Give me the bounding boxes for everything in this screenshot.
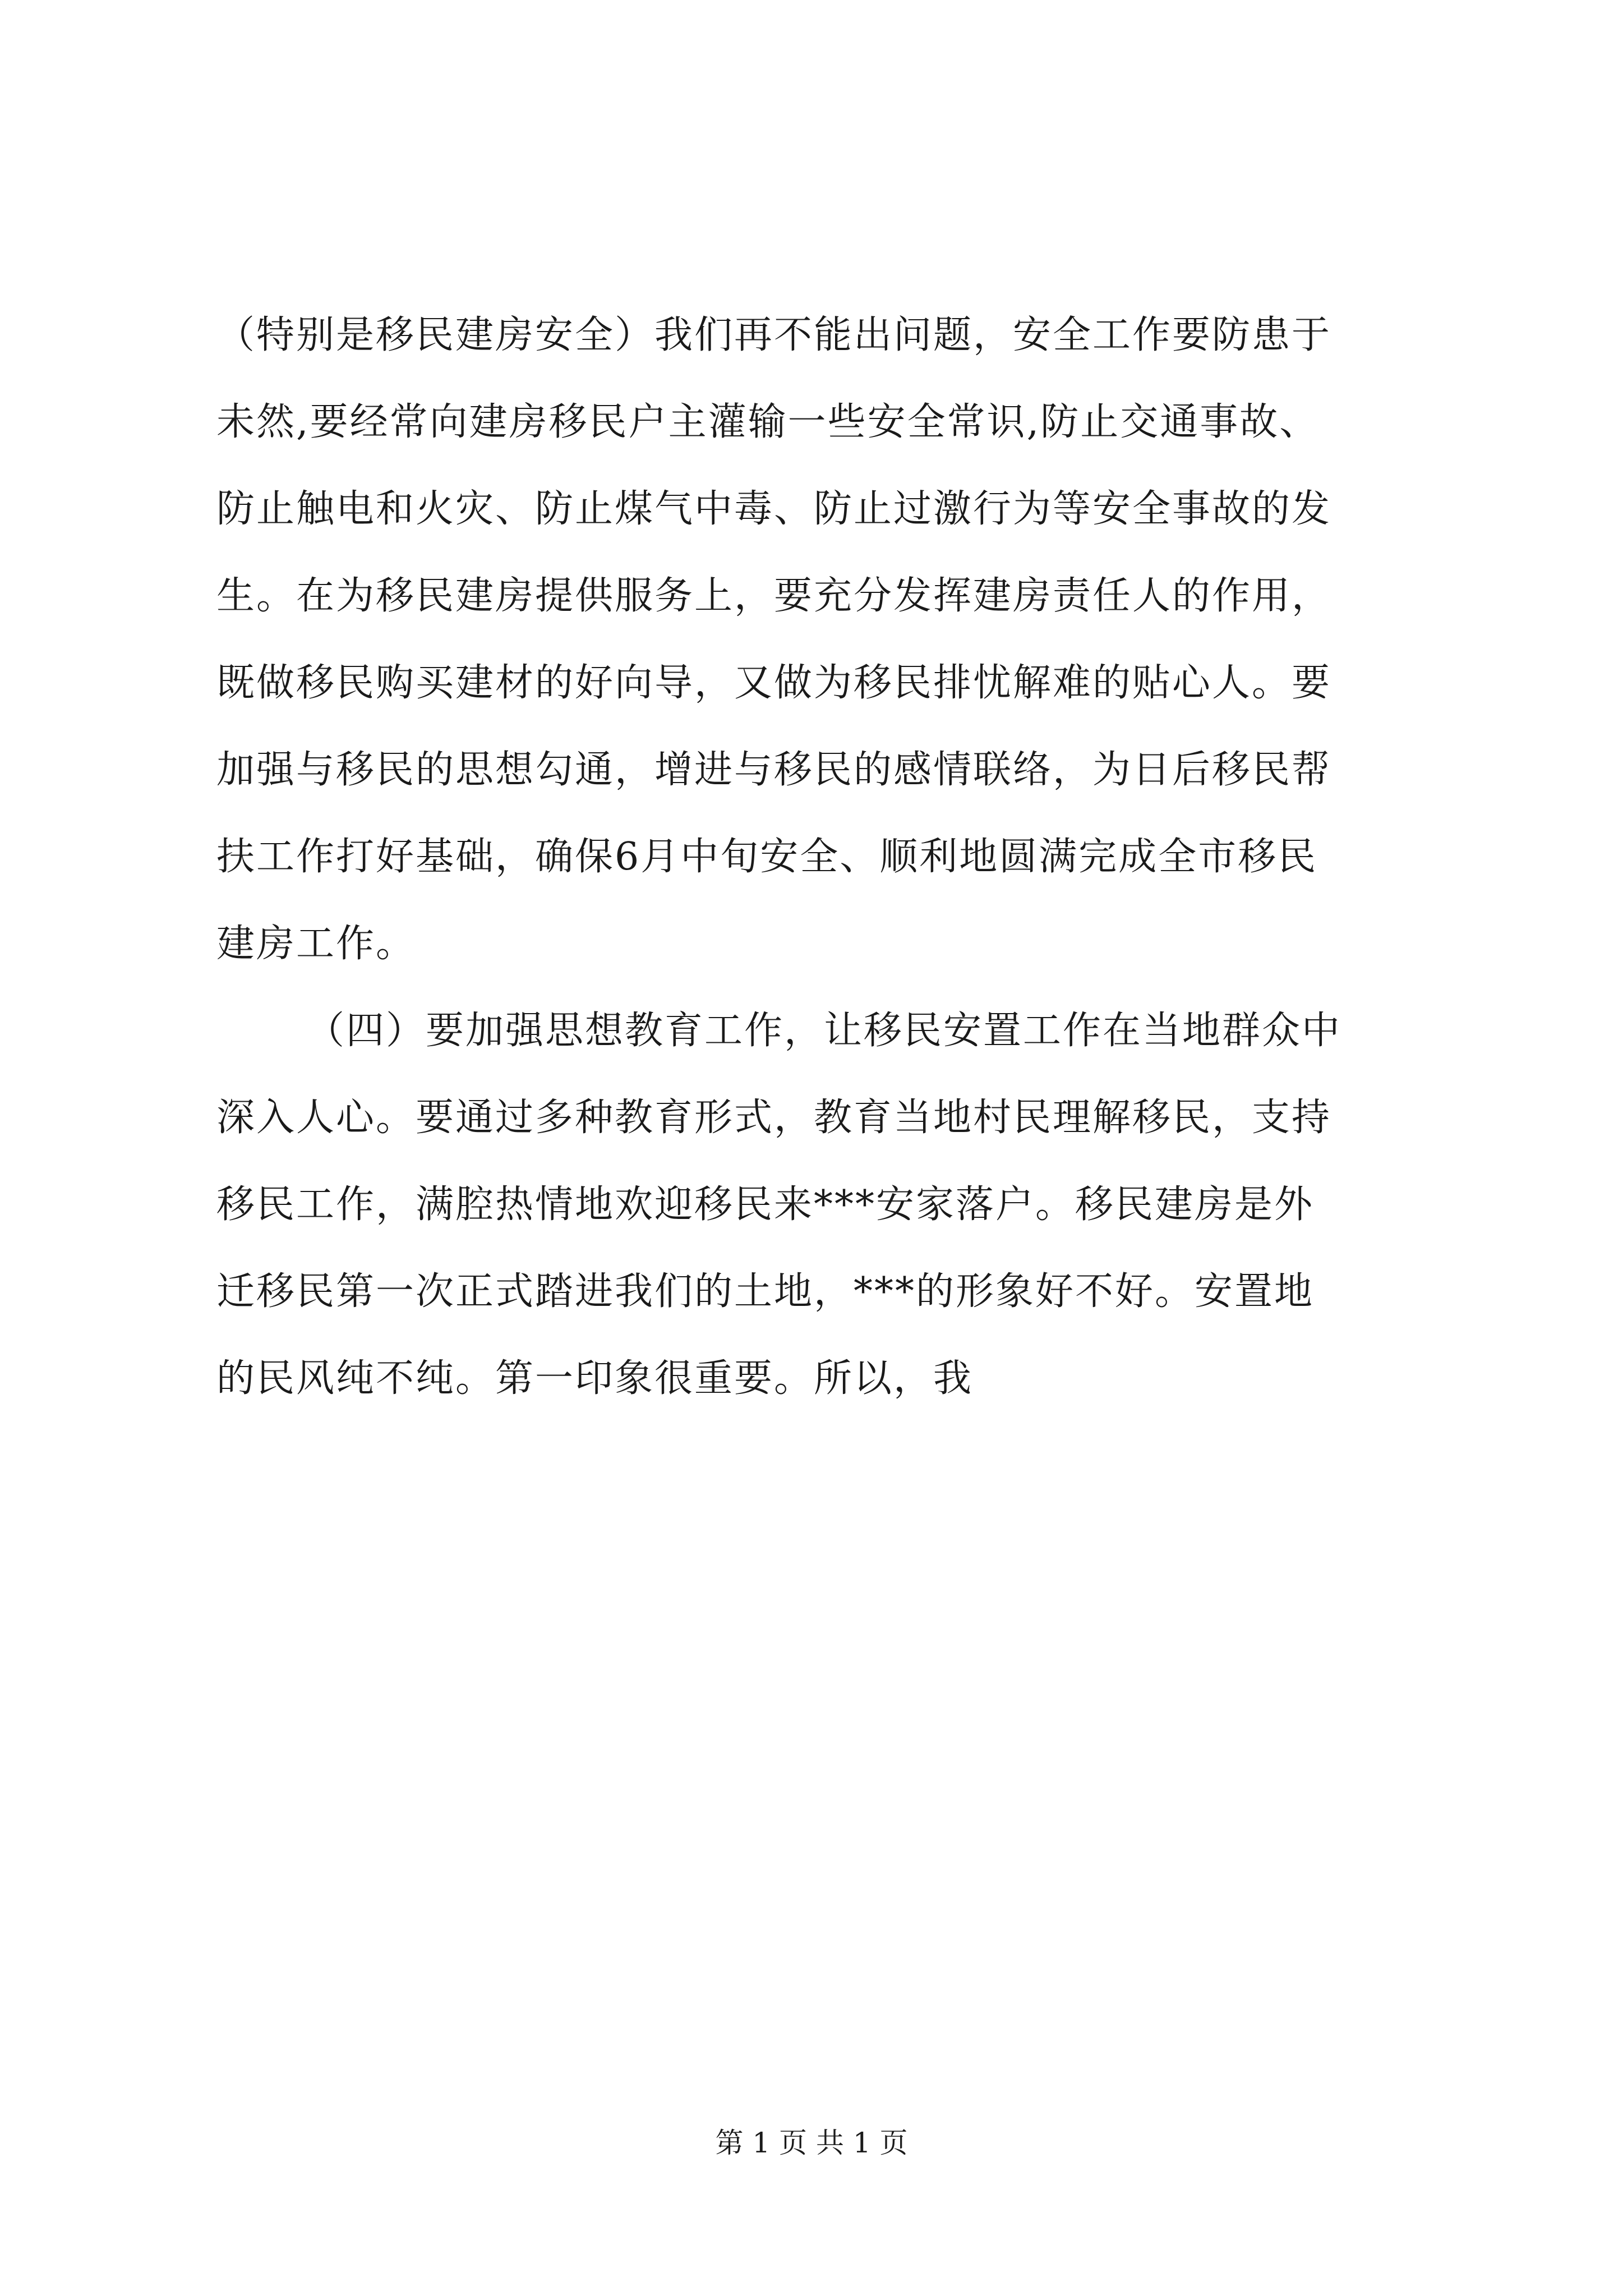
text-line: 加强与移民的思想勾通，增进与移民的感情联络，为日后移民帮 [216, 748, 1332, 792]
text-line: （特别是移民建房安全）我们再不能出问题，安全工作要防患于 [216, 313, 1332, 357]
text-line: 建房工作。 [216, 922, 416, 966]
text-line: 生。在为移民建房提供服务上，要充分发挥建房责任人的作用， [216, 574, 1332, 618]
document-body [216, 292, 1419, 1422]
text-line: 迁移民第一次正式踏进我们的土地，***的形象好不好。安置地 [216, 1269, 1315, 1314]
paragraph-start-line: （四）要加强思想教育工作，让移民安置工作在当地群众中 [306, 1009, 1342, 1053]
text-line: 的民风纯不纯。第一印象很重要。所以，我 [216, 1356, 974, 1401]
text-line: 既做移民购买建材的好向导，又做为移民排忧解难的贴心人。要 [216, 661, 1332, 705]
text-line: 防止触电和火灾、防止煤气中毒、防止过激行为等安全事故的发 [216, 487, 1332, 531]
text-line: 扶工作打好基础，确保6月中旬安全、顺利地圆满完成全市移民 [216, 835, 1318, 879]
text-line: 深入人心。要通过多种教育形式，教育当地村民理解移民，支持 [216, 1096, 1332, 1140]
page-number-label: 第 1 页 共 1 页 [715, 2127, 908, 2159]
text-line: 未然,要经常向建房移民户主灌输一些安全常识,防止交通事故、 [216, 400, 1320, 444]
page-footer [0, 2123, 1623, 2162]
text-line: 移民工作，满腔热情地欢迎移民来***安家落户。移民建房是外 [216, 1182, 1315, 1227]
